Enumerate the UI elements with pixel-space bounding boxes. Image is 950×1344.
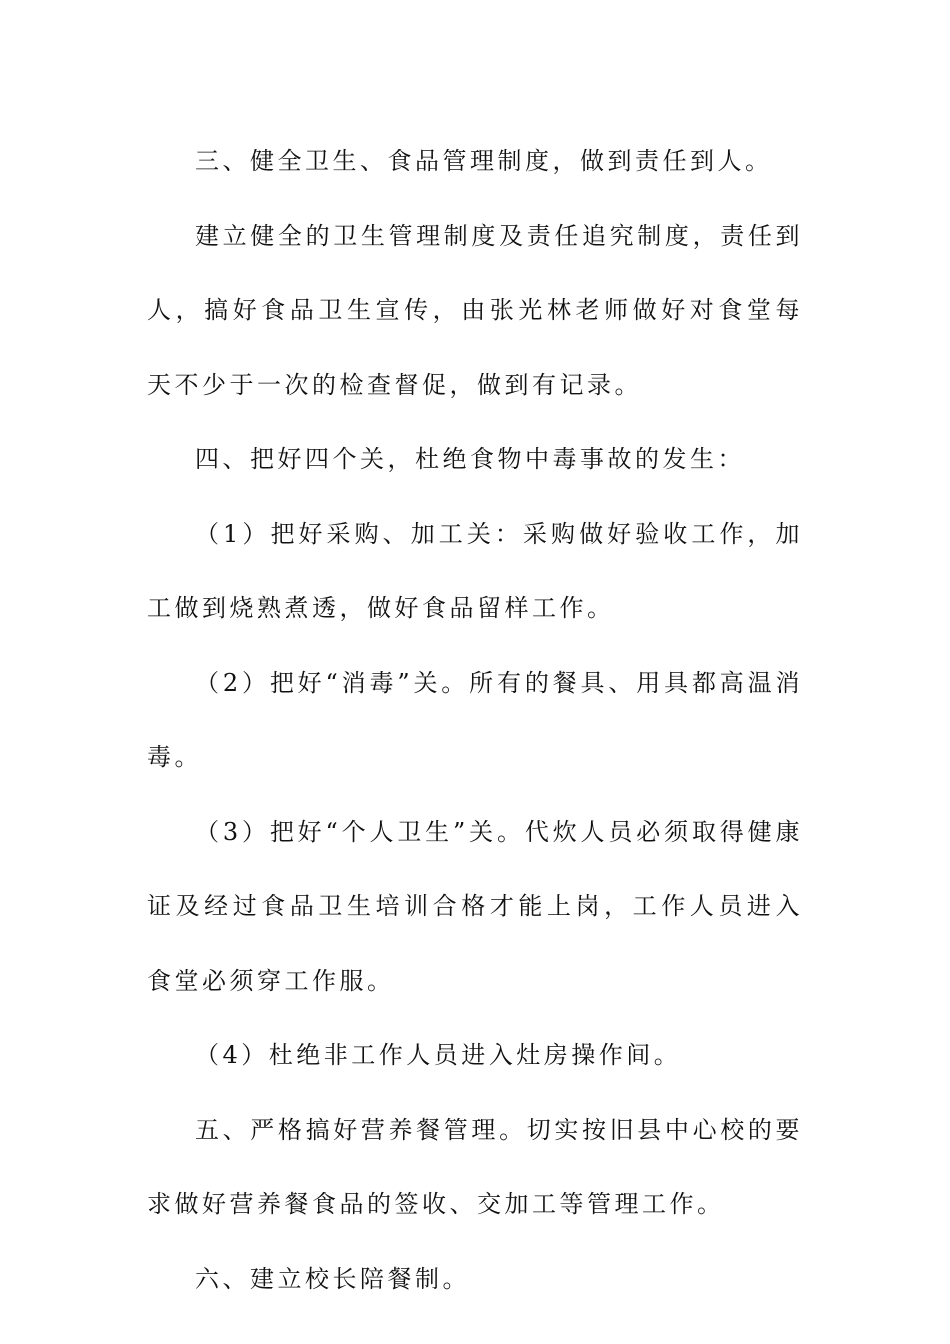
section-heading-6: 六、建立校长陪餐制。	[195, 1264, 470, 1293]
document-body	[147, 124, 803, 1316]
list-item-3: （3）把好“个人卫生”关。代炊人员必须取得健康证及经过食品卫生培训合格才能上岗，工作人员进入食堂必须穿工作服。	[147, 817, 803, 995]
section-heading-5: 五、严格搞好营养餐管理。切实按旧县中心校的要求做好营养餐食品的签收、交加工等管理工作。	[147, 1115, 803, 1218]
list-item-2: （2）把好“消毒”关。所有的餐具、用具都高温消毒。	[147, 668, 803, 771]
list-item-4: （4）杜绝非工作人员进入灶房操作间。	[195, 1041, 682, 1069]
section-heading-4: 四、把好四个关，杜绝食物中毒事故的发生：	[195, 445, 745, 473]
section-heading-3: 三、健全卫生、食品管理制度，做到责任到人。	[195, 147, 773, 175]
paragraph-sanitation-system: 建立健全的卫生管理制度及责任追究制度，责任到人，搞好食品卫生宣传，由张光林老师做好对食堂每天不少于一次的检查督促，做到有记录。	[147, 221, 803, 399]
list-item-1: （1）把好采购、加工关：采购做好验收工作，加工做到烧熟煮透，做好食品留样工作。	[147, 519, 803, 622]
